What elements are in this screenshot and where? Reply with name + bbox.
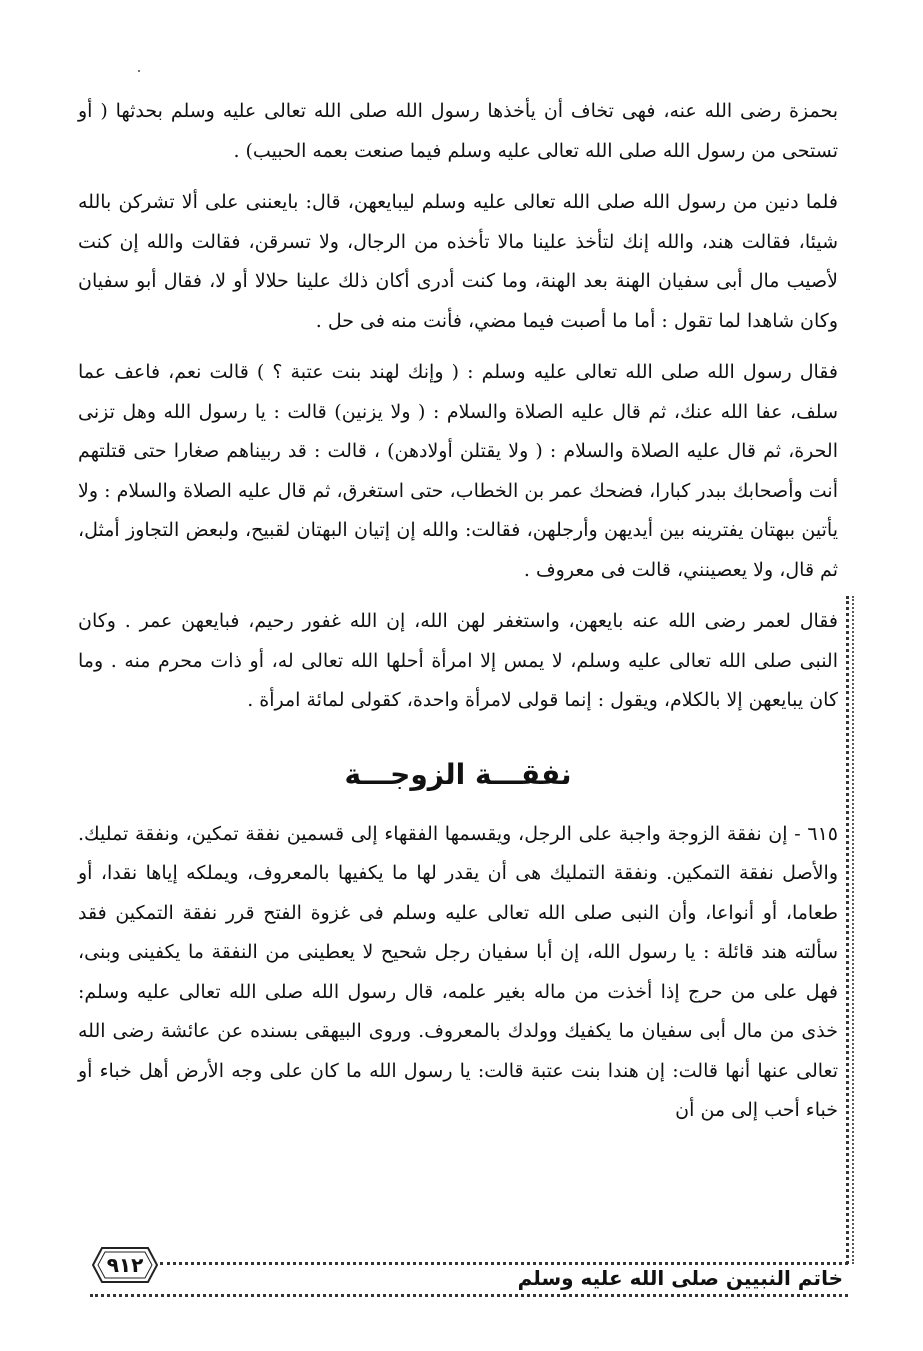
paragraph-4: فقال لعمر رضى الله عنه بايعهن، واستغفر لهن الله، إن الله غفور رحيم، فبايعهن عمر . وكان النبى صلى الله تعالى عليه وسلم، لا يمس إلا امرأة أحلها الله تعالى له، أو ذات محرم منه . وما كان يبايعهن إلا بالكلام، ويقول : إنما قولى لامرأة واحدة، كقولى لمائة امرأة .: [78, 610, 838, 711]
right-frame-border-inner: [852, 596, 854, 1264]
scan-speck: [138, 70, 140, 72]
paragraph-2: فلما دنين من رسول الله صلى الله تعالى عليه وسلم ليبايعهن، قال: بايعننى على ألا تشركن بالله شيئا، فقالت هند، والله إنك لتأخذ علينا مالا تأخذه من الرجال، ولا تسرقن، فقالت والله إن كنت لأصيب مال أبى سفيان الهنة بعد الهنة، وما كنت أدرى أكان ذلك علينا حلالا أو لا، فقال أبو سفيان وكان شاهدا لما تقول : أما ما أصبت فيما مضي، فأنت منه فى حل .: [78, 191, 838, 332]
section-heading: نفقـــة الزوجـــة: [344, 757, 572, 791]
paragraph-1: بحمزة رضى الله عنه، فهى تخاف أن يأخذها رسول الله صلى الله تعالى عليه وسلم بحدثها ( أو تستحى من رسول الله صلى الله تعالى عليه وسلم فيما صنعت بعمه الحبيب) .: [78, 100, 838, 162]
footer-bottom-rule: [90, 1294, 848, 1297]
page-number: ٩١٢: [106, 1253, 144, 1277]
paragraph-3: فقال رسول الله صلى الله تعالى عليه وسلم : ( وإنك لهند بنت عتبة ؟ ) قالت نعم، فاعف عما سلف، عفا الله عنك، ثم قال عليه الصلاة والسلام : ( ولا يزنين) قالت : يا رسول الله وهل تزنى الحرة، ثم قال عليه الصلاة والسلام : ( ولا يقتلن أولادهن) ، قالت : قد ربيناهم صغارا حتى قتلتهم أنت وأصحابك ببدر كبارا، فضحك عمر بن الخطاب، حتى استغرق، ثم قال عليه الصلاة والسلام : ولا يأتين ببهتان يفترينه بين أيديهن وأرجلهن، فقالت: والله إن إتيان البهتان لقبيح، ولبعض التجاوز أمثل، ثم قال، ولا يعصينني، قالت فى معروف .: [78, 361, 838, 581]
running-footer-title: خاتم النبيين صلى الله عليه وسلم: [517, 1266, 843, 1290]
page-body: [78, 92, 838, 1131]
section-paragraph-1: ٦١٥ - إن نفقة الزوجة واجبة على الرجل، ويقسمها الفقهاء إلى قسمين نفقة تمكين، ونفقة تمليك. والأصل نفقة التمكين. ونفقة التمليك هى أن يقدر لها ما يكفيها بالمعروف، ويملكه إياها نقدا، أو طعاما، أو أنواعا، وأن النبى صلى الله تعالى عليه وسلم فى غزوة الفتح قرر نفقة التمكين فقد سألته هند قائلة : يا رسول الله، إن أبا سفيان رجل شحيح لا يعطينى من النفقة ما يكفينى وبنى، فهل على من حرج إذا أخذت من ماله بغير علمه، قال رسول الله صلى الله تعالى عليه وسلم: خذى من مال أبى سفيان ما يكفيك وولدك بالمعروف. وروى البيهقى بسنده عن عائشة رضى الله تعالى عنها أنها قالت: إن هندا بنت عتبة قالت: يا رسول الله ما كان على وجه الأرض أهل خباء أو خباء أحب إلى من أن: [78, 822, 838, 1121]
right-frame-border: [846, 596, 849, 1264]
